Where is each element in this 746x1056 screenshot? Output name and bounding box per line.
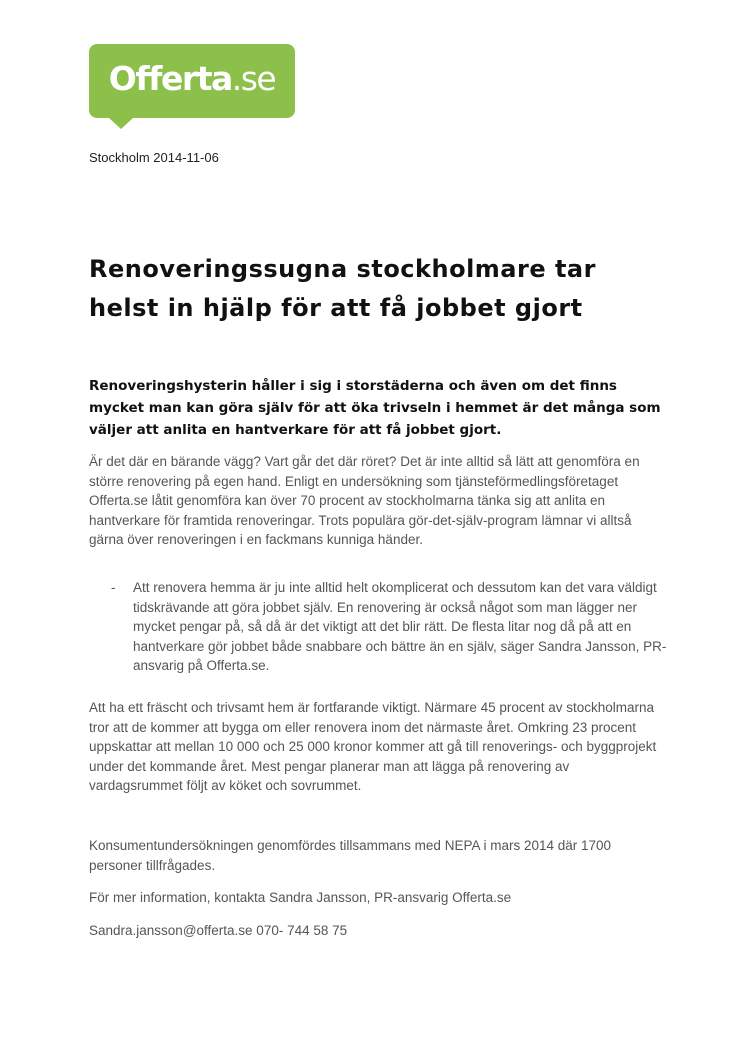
body-paragraph-2: Att ha ett fräscht och trivsamt hem är fortfarande viktigt. Närmare 45 procent av stockholmarna tror att de kommer att bygga om eller renovera inom det närmaste året. Omkring 23 procent uppskattar att mellan 10 000 och 25 000 kronor kommer att gå till renoverings- och byggprojekt under det kommande året. Mest pengar planerar man att lägga på renovering av vardagsrummet följt av köket och sovrummet. [89, 700, 657, 793]
offerta-logo [89, 44, 295, 118]
body-paragraph-1: Är det där en bärande vägg? Vart går det där röret? Det är inte alltid så lätt att genomföra en större renovering på egen hand. Enligt en undersökning som tjänsteförmedlingsföretaget Offerta.se låtit genomföra kan över 70 procent av stockholmarna tänka sig att anlita en hantverkare för framtida renoveringar. Trots populära gör-det-själv-program lämnar vi alltså gärna över renoveringen i en fackmans kunniga händer. [89, 454, 640, 547]
quote-text: Att renovera hemma är ju inte alltid helt okomplicerat och dessutom kan det vara väldigt tidskrävande att göra jobbet själv. En renovering är också något som man lägger ner mycket pengar på, så då är det viktigt att det blir rätt. De flesta litar nog då på att en hantverkare gör jobbet både snabbare och bättre än en själv, säger Sandra Jansson, PR-ansvarig på Offerta.se. [133, 580, 667, 673]
dash-bullet: - [111, 580, 116, 595]
logo-tld: .se [231, 59, 276, 98]
logo-name: Offerta [108, 59, 232, 98]
quote-item [111, 578, 671, 676]
contact-email-phone: Sandra.jansson@offerta.se 070- 744 58 75 [89, 923, 348, 938]
survey-note: Konsumentundersökningen genomfördes tillsammans med NEPA i mars 2014 där 1700 personer tillfrågades. [89, 838, 612, 873]
contact-info-text: För mer information, kontakta Sandra Jansson, PR-ansvarig Offerta.se [89, 890, 512, 905]
quote-list [111, 578, 671, 676]
logo-wordmark [109, 59, 275, 98]
page-title: Renoveringssugna stockholmare tar helst in hjälp för att få jobbet gjort [89, 255, 596, 322]
lead-paragraph: Renoveringshysterin håller i sig i storstäderna och även om det finns mycket man kan göra själv för att öka trivseln i hemmet är det många som väljer att anlita en hantverkare för att få jobbet gjort. [89, 378, 661, 438]
dateline: Stockholm 2014-11-06 [89, 150, 219, 165]
